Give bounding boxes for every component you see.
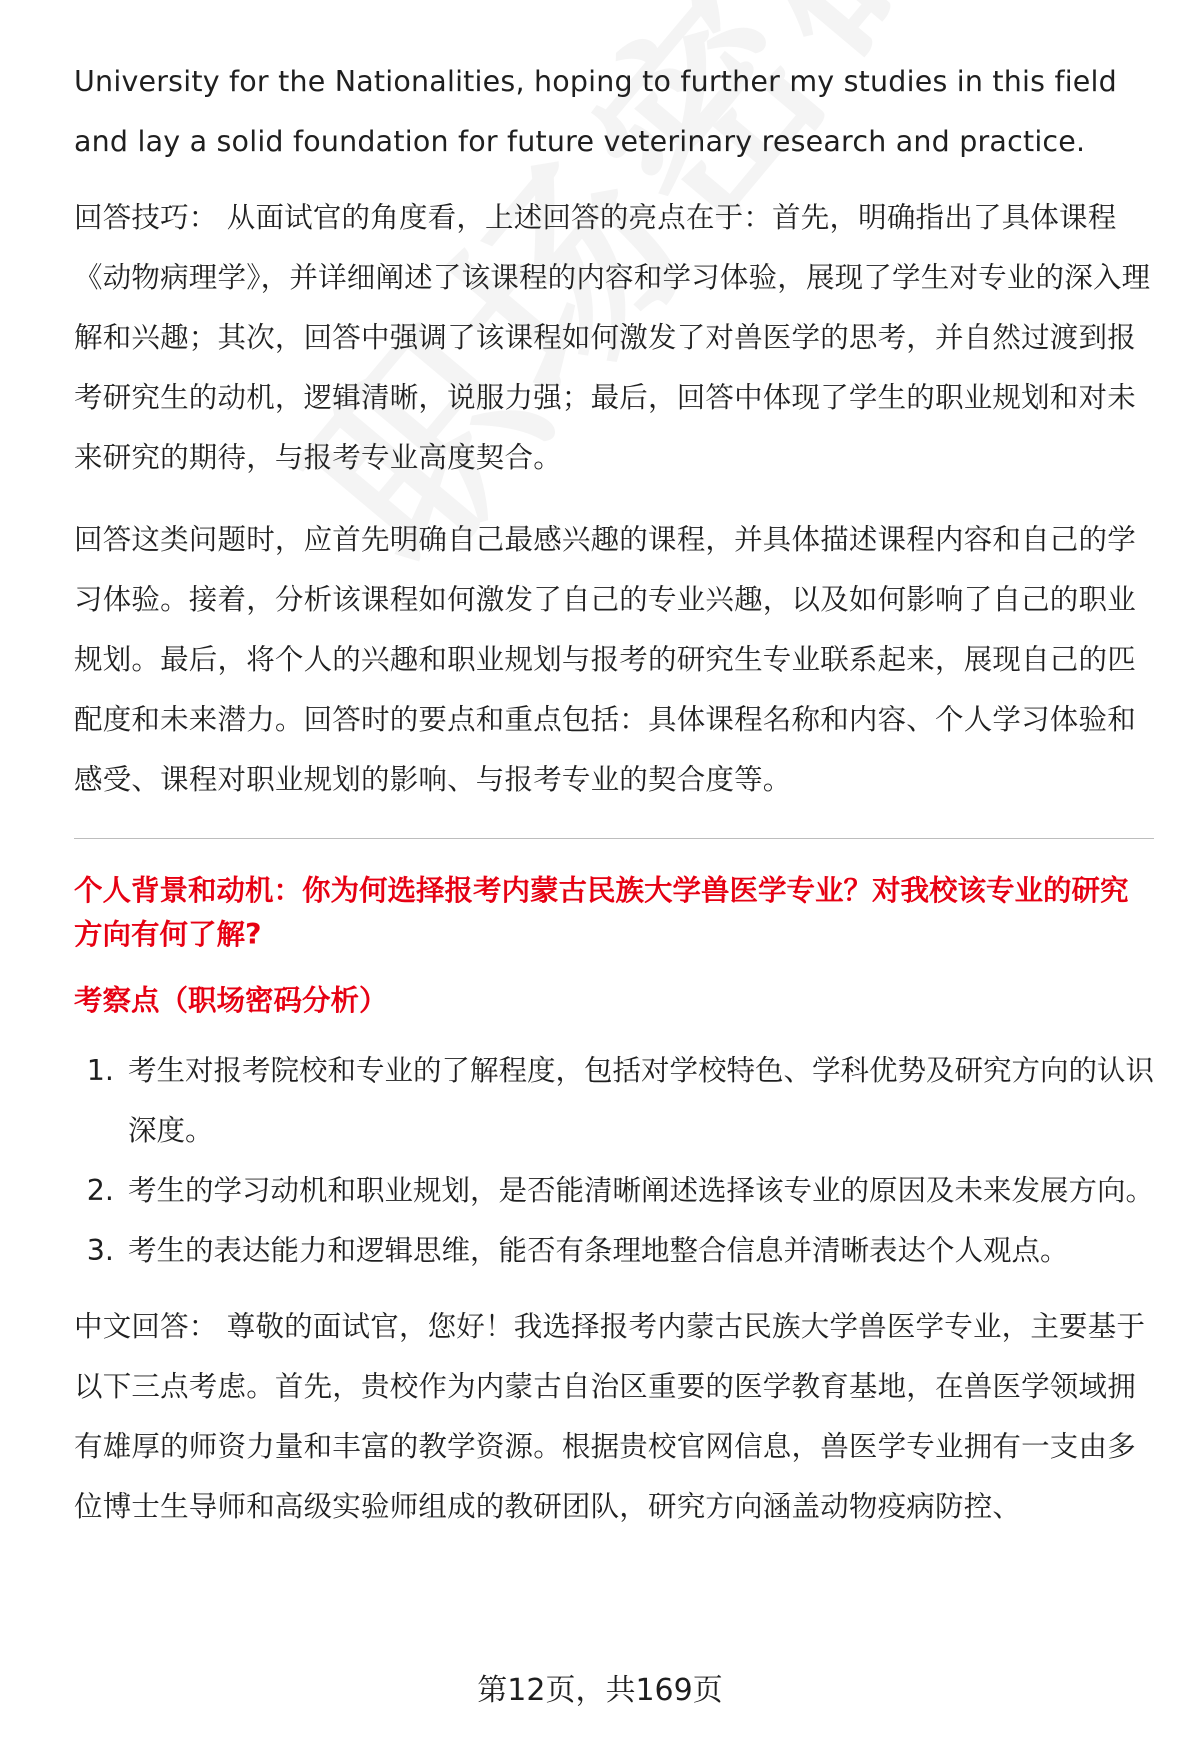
- list-item: [74, 1221, 1154, 1281]
- list-item-number: 3.: [86, 1234, 114, 1267]
- list-item-number: 1.: [86, 1054, 114, 1087]
- section-divider: [74, 838, 1154, 839]
- exam-points-list: [74, 1041, 1154, 1281]
- list-item-text: 考生的表达能力和逻辑思维，能否有条理地整合信息并清晰表达个人观点。: [128, 1234, 1069, 1267]
- tips-paragraph: 回答技巧： 从面试官的角度看，上述回答的亮点在于：首先，明确指出了具体课程《动物病理学》，并详细阐述了该课程的内容和学习体验，展现了学生对专业的深入理解和兴趣；其次，回答中强调了该课程如何激发了对兽医学的思考，并自然过渡到报考研究生的动机，逻辑清晰，说服力强；最后，回答中体现了学生的职业规划和对未来研究的期待，与报考专业高度契合。: [74, 201, 1151, 474]
- list-item-text: 考生对报考院校和专业的了解程度，包括对学校特色、学科优势及研究方向的认识深度。: [128, 1054, 1155, 1147]
- list-item: [74, 1041, 1154, 1161]
- list-item: [74, 1161, 1154, 1221]
- page-number: 第12页，共169页: [477, 1673, 723, 1708]
- question-title: 个人背景和动机：你为何选择报考内蒙古民族大学兽医学专业？对我校该专业的研究方向有何了解?: [74, 874, 1129, 951]
- answer-paragraph: 中文回答： 尊敬的面试官，您好！我选择报考内蒙古民族大学兽医学专业，主要基于以下三点考虑。首先，贵校作为内蒙古自治区重要的医学教育基地，在兽医学领域拥有雄厚的师资力量和丰富的教学资源。根据贵校官网信息，兽医学专业拥有一支由多位博士生导师和高级实验师组成的教研团队，研究方向涵盖动物疫病防控、: [74, 1310, 1146, 1523]
- list-item-text: 考生的学习动机和职业规划，是否能清晰阐述选择该专业的原因及未来发展方向。: [128, 1174, 1155, 1207]
- list-item-number: 2.: [86, 1174, 114, 1207]
- intro-paragraph: University for the Nationalities, hoping to further my studies in this field and lay a solid foundation for future veterinary research and practice.: [74, 65, 1117, 158]
- guide-paragraph: 回答这类问题时，应首先明确自己最感兴趣的课程，并具体描述课程内容和自己的学习体验。接着，分析该课程如何激发了自己的专业兴趣，以及如何影响了自己的职业规划。最后，将个人的兴趣和职业规划与报考的研究生专业联系起来，展现自己的匹配度和未来潜力。回答时的要点和重点包括：具体课程名称和内容、个人学习体验和感受、课程对职业规划的影响、与报考专业的契合度等。: [74, 523, 1136, 796]
- document-page: [74, 52, 1154, 1537]
- exam-points-title: 考察点（职场密码分析）: [74, 984, 388, 1017]
